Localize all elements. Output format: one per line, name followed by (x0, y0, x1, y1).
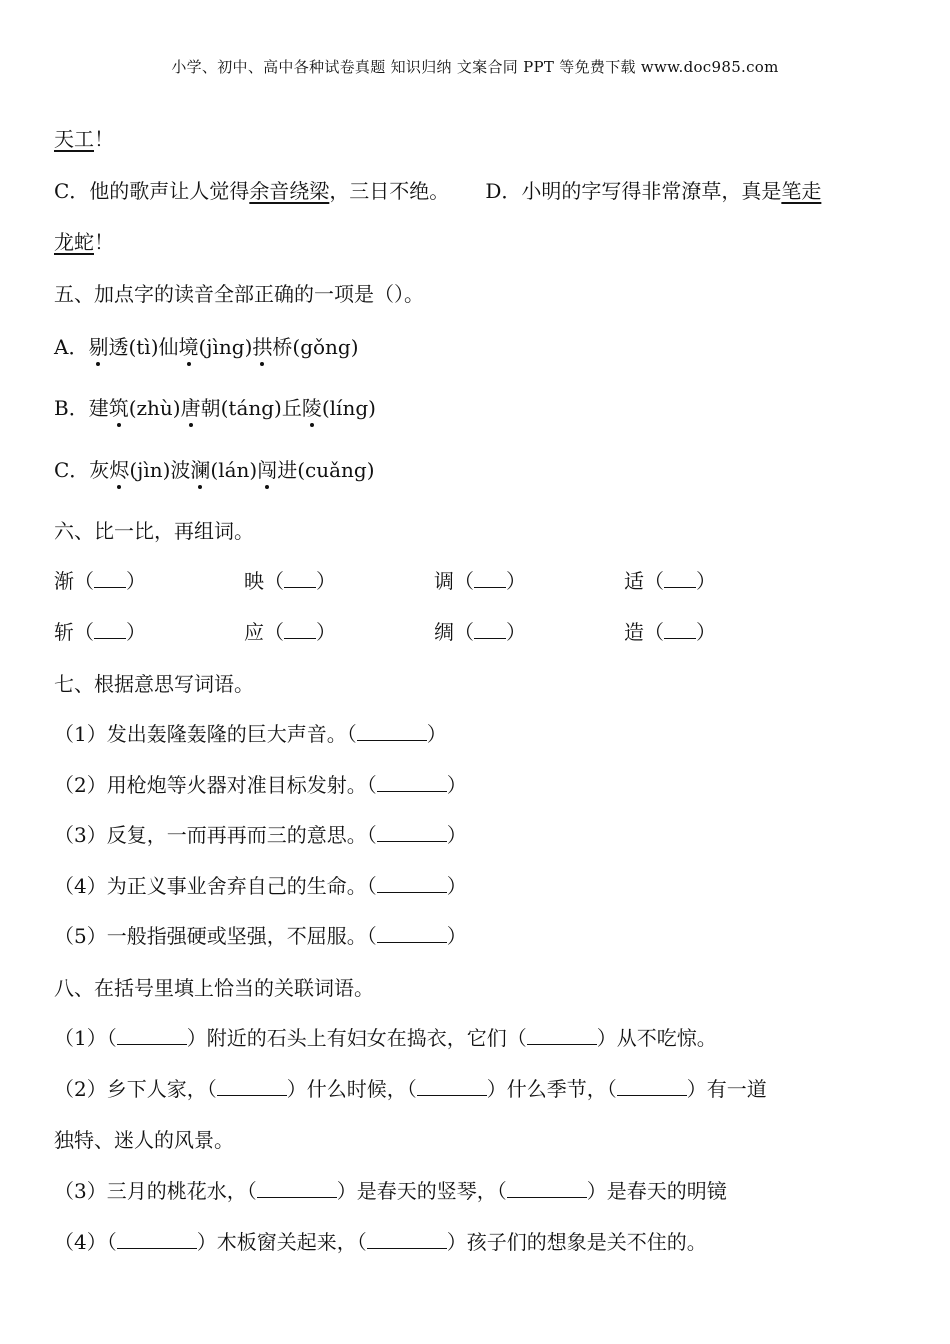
answer-blank[interactable] (217, 1077, 287, 1096)
q7-item-1: （1）发出轰隆轰隆的巨大声音。（ ） (54, 722, 447, 746)
q8-item-4: （4）（ ）木板窗关起来，（ ）孩子们的想象是关不住的。 (54, 1230, 707, 1254)
q4-option-c-d: C．他的歌声让人觉得余音绕梁，三日不绝。 D．小明的字写得非常潦草，真是笔走 (54, 179, 822, 203)
q5-option-b: B．建筑(zhù)唐朝(táng)丘陵(líng) (54, 396, 376, 420)
answer-blank[interactable] (664, 569, 696, 588)
q6-item: 适（ ） (624, 569, 716, 593)
page-header: 小学、初中、高中各种试卷真题 知识归纳 文案合同 PPT 等免费下载 www.doc985.com (171, 58, 779, 76)
answer-blank[interactable] (284, 620, 316, 639)
q7-item-5: （5）一般指强硬或坚强，不屈服。（ ） (54, 924, 467, 948)
idiom-bizou: 笔走 (781, 179, 822, 203)
answer-blank[interactable] (377, 823, 447, 842)
answer-blank[interactable] (377, 874, 447, 893)
answer-blank[interactable] (417, 1077, 487, 1096)
q6-item: 调（ ） (434, 569, 526, 593)
answer-blank[interactable] (507, 1179, 587, 1198)
q7-item-4: （4）为正义事业舍弃自己的生命。（ ） (54, 874, 467, 898)
answer-blank[interactable] (617, 1077, 687, 1096)
q4-line-3: 龙蛇！ (54, 230, 114, 254)
q6-item: 斩（ ） (54, 620, 146, 644)
q6-title: 六、比一比，再组词。 (54, 519, 254, 543)
answer-blank[interactable] (117, 1026, 187, 1045)
q8-item-2: （2）乡下人家，（ ）什么时候，（ ）什么季节，（ ）有一道 (54, 1077, 767, 1101)
answer-blank[interactable] (357, 722, 427, 741)
answer-blank[interactable] (257, 1179, 337, 1198)
answer-blank[interactable] (664, 620, 696, 639)
answer-blank[interactable] (474, 569, 506, 588)
q7-item-2: （2）用枪炮等火器对准目标发射。（ ） (54, 773, 467, 797)
q7-title: 七、根据意思写词语。 (54, 672, 254, 696)
answer-blank[interactable] (377, 924, 447, 943)
q8-item-1: （1）（ ）附近的石头上有妇女在捣衣，它们（ ）从不吃惊。 (54, 1026, 717, 1050)
q8-title: 八、在括号里填上恰当的关联词语。 (54, 976, 374, 1000)
q8-item-2-continued: 独特、迷人的风景。 (54, 1128, 234, 1152)
answer-blank[interactable] (367, 1230, 447, 1249)
idiom-tiangong: 天工 (54, 127, 94, 151)
answer-blank[interactable] (474, 620, 506, 639)
q5-option-a: A．剔透(tì)仙境(jìng)拱桥(gǒng) (54, 335, 359, 359)
answer-blank[interactable] (377, 773, 447, 792)
q4-line-1: 天工！ (54, 127, 114, 151)
q6-item: 渐（ ） (54, 569, 146, 593)
q6-item: 映（ ） (244, 569, 336, 593)
idiom-yuyin: 余音绕梁 (249, 179, 330, 203)
q6-item: 应（ ） (244, 620, 336, 644)
answer-blank[interactable] (94, 569, 126, 588)
answer-blank[interactable] (284, 569, 316, 588)
q7-item-3: （3）反复，一而再再而三的意思。（ ） (54, 823, 467, 847)
answer-blank[interactable] (94, 620, 126, 639)
q5-title: 五、加点字的读音全部正确的一项是（）。 (54, 282, 424, 306)
q5-option-c: C．灰烬(jìn)波澜(lán)闯进(cuǎng) (54, 458, 375, 482)
q6-item: 绸（ ） (434, 620, 526, 644)
q6-item: 造（ ） (624, 620, 716, 644)
q8-item-3: （3）三月的桃花水，（ ）是春天的竖琴，（ ）是春天的明镜 (54, 1179, 727, 1203)
answer-blank[interactable] (527, 1026, 597, 1045)
answer-blank[interactable] (117, 1230, 197, 1249)
